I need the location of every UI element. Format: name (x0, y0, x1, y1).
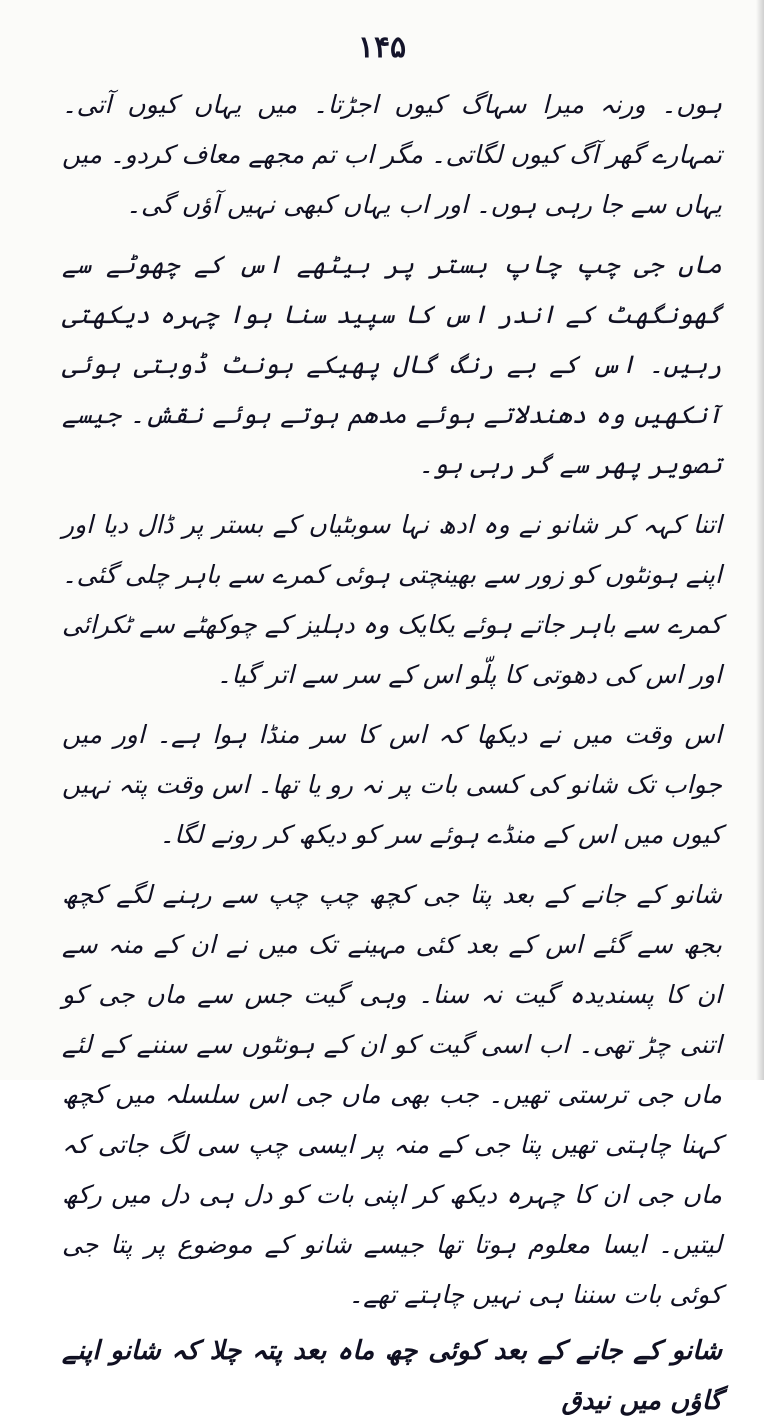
page-number: ۱۴۵ (357, 30, 407, 65)
paragraph-5: شانو کے جانے کے بعد پتا جی کچھ چپ چپ سے رہنے لگے کچھ بجھ سے گئے اس کے بعد کئی مہینے تک میں نے ان کے منہ سے ان کا پسندیدہ گیت نہ سنا۔ وہی گیت جس سے ماں جی کو اتنی چڑ تھی۔ اب اسی گیت کو ان کے ہونٹوں سے سننے کے لئے ماں جی ترستی تھیں۔ جب بھی ماں جی اس سلسلہ میں کچھ کہنا چاہتی تھیں پتا جی کے منہ پر ایسی چپ سی لگ جاتی کہ ماں جی ان کا چہرہ دیکھ کر اپنی بات کو دل ہی دل میں رکھ لیتیں۔ ایسا معلوم ہوتا تھا جیسے شانو کے موضوع پر پتا جی کوئی بات سننا ہی نہیں چاہتے تھے۔ (62, 880, 722, 1309)
paragraph-1: ہوں۔ ورنہ میرا سہاگ کیوں اجڑتا۔ میں یہاں کیوں آتی۔ تمہارے گھر آگ کیوں لگاتی۔ مگر اب تم مجھے معاف کردو۔ میں یہاں سے جا رہی ہوں۔ اور اب یہاں کبھی نہیں آؤں گی۔ (62, 90, 722, 219)
paragraph-4: اس وقت میں نے دیکھا کہ اس کا سر منڈا ہوا ہے۔ اور میں جواب تک شانو کی کسی بات پر نہ رو یا تھا۔ اس وقت پتہ نہیں کیوں میں اس کے منڈے ہوئے سر کو دیکھ کر رونے لگا۔ (62, 720, 722, 849)
paragraph-3: اتنا کہہ کر شانو نے وہ ادھ نہا سوبٹیاں کے بستر پر ڈال دیا اور اپنے ہونٹوں کو زور سے بھینچتی ہوئی کمرے سے باہر چلی گئی۔ کمرے سے باہر جاتے ہوئے یکایک وہ دہلیز کے چوکھٹے سے ٹکرائی اور اس کی دھوتی کا پلّو اس کے سر سے اتر گیا۔ (62, 510, 722, 689)
page-body (62, 80, 722, 1426)
paragraph-6: شانو کے جانے کے بعد کوئی چھ ماہ بعد پتہ چلا کہ شانو اپنے گاؤں میں نیدق (62, 1336, 722, 1416)
paragraph-2: ماں جی چپ چاپ بستر پر بیٹھے اس کے چھوٹے سے گھونگھٹ کے اندر اس کا سپید سنا ہوا چہرہ دیکھتی رہیں۔ اس کے بے رنگ گال پھیکے ہونٹ ڈوبتی ہوئی آنکھیں وہ دھندلاتے ہوئے مدھم ہوتے ہوئے نقش۔ جیسے تصویر پھر سے گر رہی ہو۔ (62, 250, 722, 479)
page-edge-shadow (756, 0, 764, 1080)
